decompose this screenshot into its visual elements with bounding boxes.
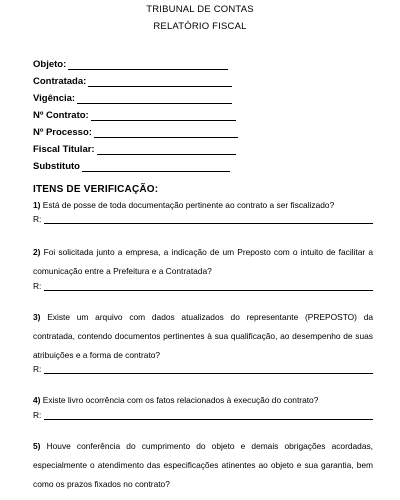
answer-label: R: (33, 364, 42, 374)
question-text: Existe um arquivo com dados atualizados do representante (PREPOSTO) da contratada, contendo documentos pertinentes à sua qualificação, ao desempenho de suas atribuições e a forma de contrato? (33, 312, 374, 360)
field-blank-line[interactable] (91, 110, 236, 121)
question-number: 1) (33, 200, 41, 210)
field-contratada (33, 73, 232, 87)
question-number: 5) (33, 441, 41, 451)
field-blank-line[interactable] (97, 144, 236, 155)
answer-label: R: (33, 281, 42, 291)
field-label: Nº Contrato: (33, 110, 89, 121)
field-label: Substituto (33, 161, 80, 172)
question-number: 4) (33, 395, 41, 405)
question-text: Houve conferência do cumprimento do objeto e demais obrigações acordadas, especialmente o atendimento das especificações atinentes ao objeto e sua garantia, bem como os prazos fixados no contrato? (33, 441, 374, 489)
answer-blank-line[interactable] (44, 281, 373, 291)
question-5 (33, 437, 373, 494)
field-vigencia (33, 90, 232, 104)
field-label: Fiscal Titular: (33, 144, 95, 155)
field-numero-contrato (33, 107, 236, 121)
question-2 (33, 243, 373, 281)
question-text: Foi solicitada junto a empresa, a indicação de um Preposto com o intuito de facilitar a comunicação entre a Prefeitura e a Contratada? (33, 247, 373, 276)
answer-label: R: (33, 410, 42, 420)
field-label: Nº Processo: (33, 127, 92, 138)
organization-name: TRIBUNAL DE CONTAS (146, 4, 254, 15)
field-blank-line[interactable] (82, 161, 230, 172)
answer-blank-line[interactable] (44, 214, 373, 224)
question-number: 2) (33, 247, 41, 257)
field-blank-line[interactable] (88, 76, 232, 87)
field-objeto (33, 56, 228, 70)
field-blank-line[interactable] (94, 127, 238, 138)
answer-4 (33, 408, 373, 420)
question-text: Está de posse de toda documentação pertinente ao contrato a ser fiscalizado? (42, 200, 335, 210)
answer-blank-line[interactable] (44, 410, 373, 420)
field-blank-line[interactable] (68, 59, 228, 70)
section-title: ITENS DE VERIFICAÇÃO: (33, 184, 159, 195)
field-label: Contratada: (33, 76, 87, 87)
answer-blank-line[interactable] (44, 364, 373, 374)
answer-1 (33, 212, 373, 224)
field-label: Objeto: (33, 59, 67, 70)
question-3 (33, 308, 373, 365)
field-blank-line[interactable] (77, 93, 232, 104)
question-number: 3) (33, 312, 41, 322)
field-numero-processo (33, 124, 238, 138)
document-title: RELATÓRIO FISCAL (153, 21, 247, 32)
question-text: Existe livro ocorrência com os fatos relacionados à execução do contrato? (42, 395, 319, 405)
field-fiscal-titular (33, 141, 236, 155)
answer-label: R: (33, 214, 42, 224)
field-label: Vigência: (33, 93, 76, 104)
answer-3 (33, 362, 373, 374)
answer-2 (33, 279, 373, 291)
field-substituto (33, 158, 230, 172)
